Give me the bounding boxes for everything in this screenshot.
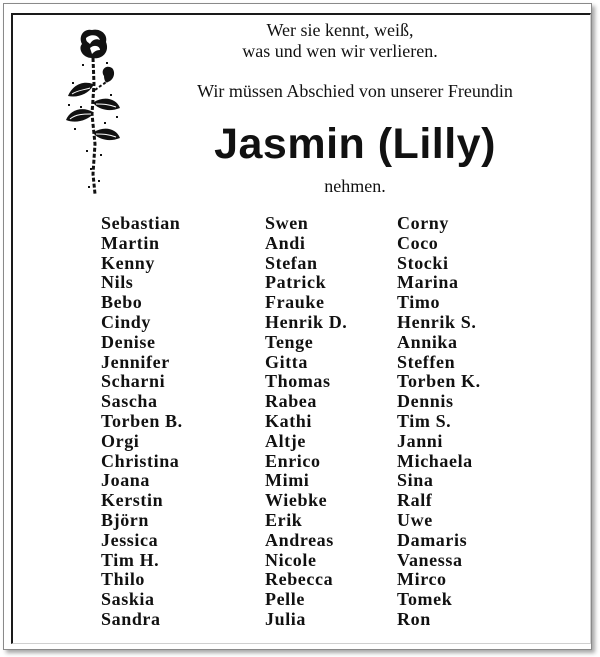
mourner-name: Ron — [397, 608, 431, 629]
mourner-name: Joana — [101, 470, 151, 491]
mourner-name: Sebastian — [101, 213, 181, 233]
mourner-name: Uwe — [397, 509, 433, 530]
mourner-name: Saskia — [101, 589, 155, 610]
mourner-column-2 — [265, 214, 347, 630]
mourner-name: Enrico — [265, 450, 321, 471]
mourner-name: Kerstin — [101, 490, 164, 511]
mourner-name: Altje — [265, 430, 306, 451]
mourner-name: Andi — [265, 232, 306, 253]
mourner-name: Gitta — [265, 351, 308, 372]
mourner-name: Frauke — [265, 292, 325, 313]
mourner-column-1 — [101, 214, 183, 630]
mourner-name: Christina — [101, 450, 180, 471]
mourner-name: Thomas — [265, 371, 331, 392]
mourner-name: Björn — [101, 509, 149, 530]
mourner-name: Sandra — [101, 608, 161, 629]
mourner-name: Rebecca — [265, 569, 334, 590]
mourner-name: Sina — [397, 470, 434, 491]
mourner-name: Andreas — [265, 529, 334, 550]
mourner-name: Scharni — [101, 371, 166, 392]
mourner-name: Martin — [101, 232, 160, 253]
mourner-name: Kathi — [265, 410, 313, 431]
mourner-name: Kenny — [101, 252, 156, 273]
farewell-closing: nehmen. — [324, 176, 386, 196]
mourner-name: Torben K. — [397, 371, 481, 392]
mourner-name: Mimi — [265, 470, 310, 491]
mourner-column-3 — [397, 214, 481, 630]
mourner-name: Tim H. — [101, 549, 160, 570]
mourner-name: Torben B. — [101, 410, 183, 431]
quote-line-2: was und wen wir verlieren. — [242, 41, 438, 61]
mourner-name: Annika — [397, 331, 458, 352]
mourner-name: Damaris — [397, 529, 468, 550]
mourner-name: Coco — [397, 232, 439, 253]
farewell-intro: Wir müssen Abschied von unserer Freundin — [197, 81, 513, 101]
mourner-name: Swen — [265, 213, 309, 233]
mourner-name: Janni — [397, 430, 444, 451]
mourner-name: Julia — [265, 608, 307, 629]
mourner-name: Stocki — [397, 252, 449, 273]
mourner-name: Ralf — [397, 490, 433, 511]
mourner-name: Timo — [397, 292, 441, 313]
mourner-name: Thilo — [101, 569, 146, 590]
mourner-name: Tenge — [265, 331, 314, 352]
quote-line-1: Wer sie kennt, weiß, — [266, 20, 414, 40]
mourner-name: Bebo — [101, 292, 143, 313]
mourner-name: Vanessa — [397, 549, 463, 570]
mourner-name: Wiebke — [265, 490, 328, 511]
mourner-name: Jennifer — [101, 351, 170, 372]
mourner-name: Patrick — [265, 272, 327, 293]
mourner-name: Stefan — [265, 252, 318, 273]
mourner-name: Nicole — [265, 549, 317, 570]
mourner-name: Michaela — [397, 450, 473, 471]
mourner-name: Henrik D. — [265, 311, 348, 332]
mourner-name: Dennis — [397, 391, 454, 412]
mourner-name: Denise — [101, 331, 156, 352]
mourner-name: Rabea — [265, 391, 317, 412]
mourner-name: Mirco — [397, 569, 447, 590]
mourner-name: Tim S. — [397, 410, 452, 431]
mourner-name: Tomek — [397, 589, 453, 610]
mourner-name: Cindy — [101, 311, 152, 332]
mourner-name: Orgi — [101, 430, 140, 451]
mourner-name: Jessica — [101, 529, 159, 550]
mourner-name: Steffen — [397, 351, 456, 372]
mourner-name: Nils — [101, 272, 134, 293]
mourner-name: Pelle — [265, 589, 305, 610]
mourner-name: Henrik S. — [397, 311, 477, 332]
deceased-name: Jasmin (Lilly) — [214, 120, 496, 168]
mourner-name: Sascha — [101, 391, 158, 412]
mourner-name: Corny — [397, 213, 449, 233]
mourner-name: Erik — [265, 509, 303, 530]
mourner-name: Marina — [397, 272, 459, 293]
rose-icon — [60, 24, 130, 199]
